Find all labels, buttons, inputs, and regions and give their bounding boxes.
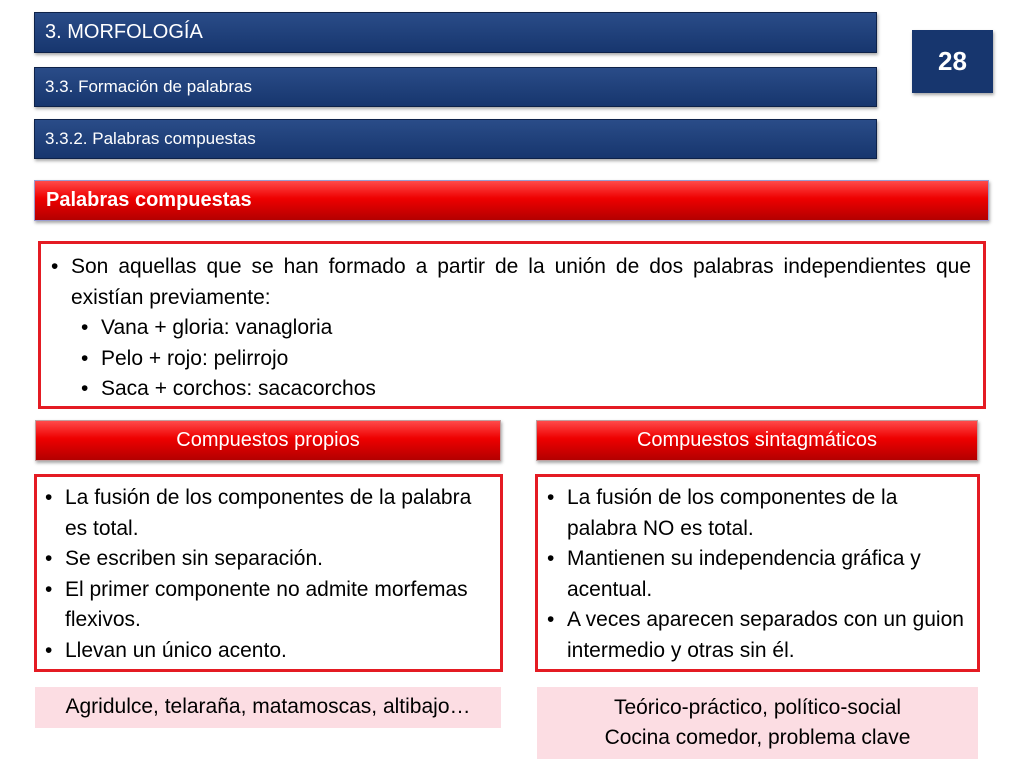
list-item: • La fusión de los componentes de la palabra NO es total. — [567, 483, 967, 544]
example-list — [71, 313, 971, 405]
compuestos-propios-title: Compuestos propios — [176, 429, 360, 451]
list-item: • Mantienen su independencia gráfica y acentual. — [567, 544, 967, 605]
example-item: • Pelo + rojo: pelirrojo — [101, 344, 971, 375]
compuestos-sintagmaticos-examples — [537, 687, 978, 759]
main-title: Palabras compuestas — [46, 189, 252, 211]
subsubsection-title: 3.3.2. Palabras compuestas — [45, 129, 256, 148]
compuestos-propios-box — [34, 474, 503, 672]
list-item: • Llevan un único acento. — [65, 636, 490, 667]
examples-text: Agridulce, telaraña, matamoscas, altibajo… — [65, 695, 471, 719]
definition-list — [71, 252, 971, 405]
compuestos-propios-title-bar — [35, 420, 501, 461]
definition-text: Son aquellas que se han formado a partir de la unión de dos palabras independientes que existían previamente: — [71, 255, 971, 309]
definition-box — [38, 241, 986, 409]
section-header — [34, 12, 877, 53]
compuestos-propios-examples — [35, 687, 501, 728]
compuestos-sintagmaticos-title-bar — [536, 420, 978, 461]
main-title-bar — [34, 180, 989, 221]
subsubsection-header — [34, 119, 877, 159]
list-item: • Se escriben sin separación. — [65, 544, 490, 575]
list-item: • La fusión de los componentes de la palabra es total. — [65, 483, 490, 544]
example-item: • Saca + corchos: sacacorchos — [101, 374, 971, 405]
example-item: • Vana + gloria: vanagloria — [101, 313, 971, 344]
slide-number: 28 — [912, 30, 993, 93]
compuestos-sintagmaticos-list — [567, 483, 967, 666]
subsection-title: 3.3. Formación de palabras — [45, 77, 252, 96]
section-title: 3. MORFOLOGÍA — [45, 21, 203, 43]
compuestos-sintagmaticos-title: Compuestos sintagmáticos — [636, 429, 878, 451]
subsection-header — [34, 67, 877, 107]
compuestos-propios-list — [65, 483, 490, 666]
examples-line-2: Cocina comedor, problema clave — [604, 726, 911, 749]
compuestos-sintagmaticos-box — [535, 474, 980, 672]
definition-item — [71, 252, 971, 405]
examples-line-1: Teórico-práctico, político-social — [613, 695, 902, 719]
list-item: • A veces aparecen separados con un guion intermedio y otras sin él. — [567, 605, 967, 666]
list-item: • El primer componente no admite morfemas flexivos. — [65, 575, 490, 636]
